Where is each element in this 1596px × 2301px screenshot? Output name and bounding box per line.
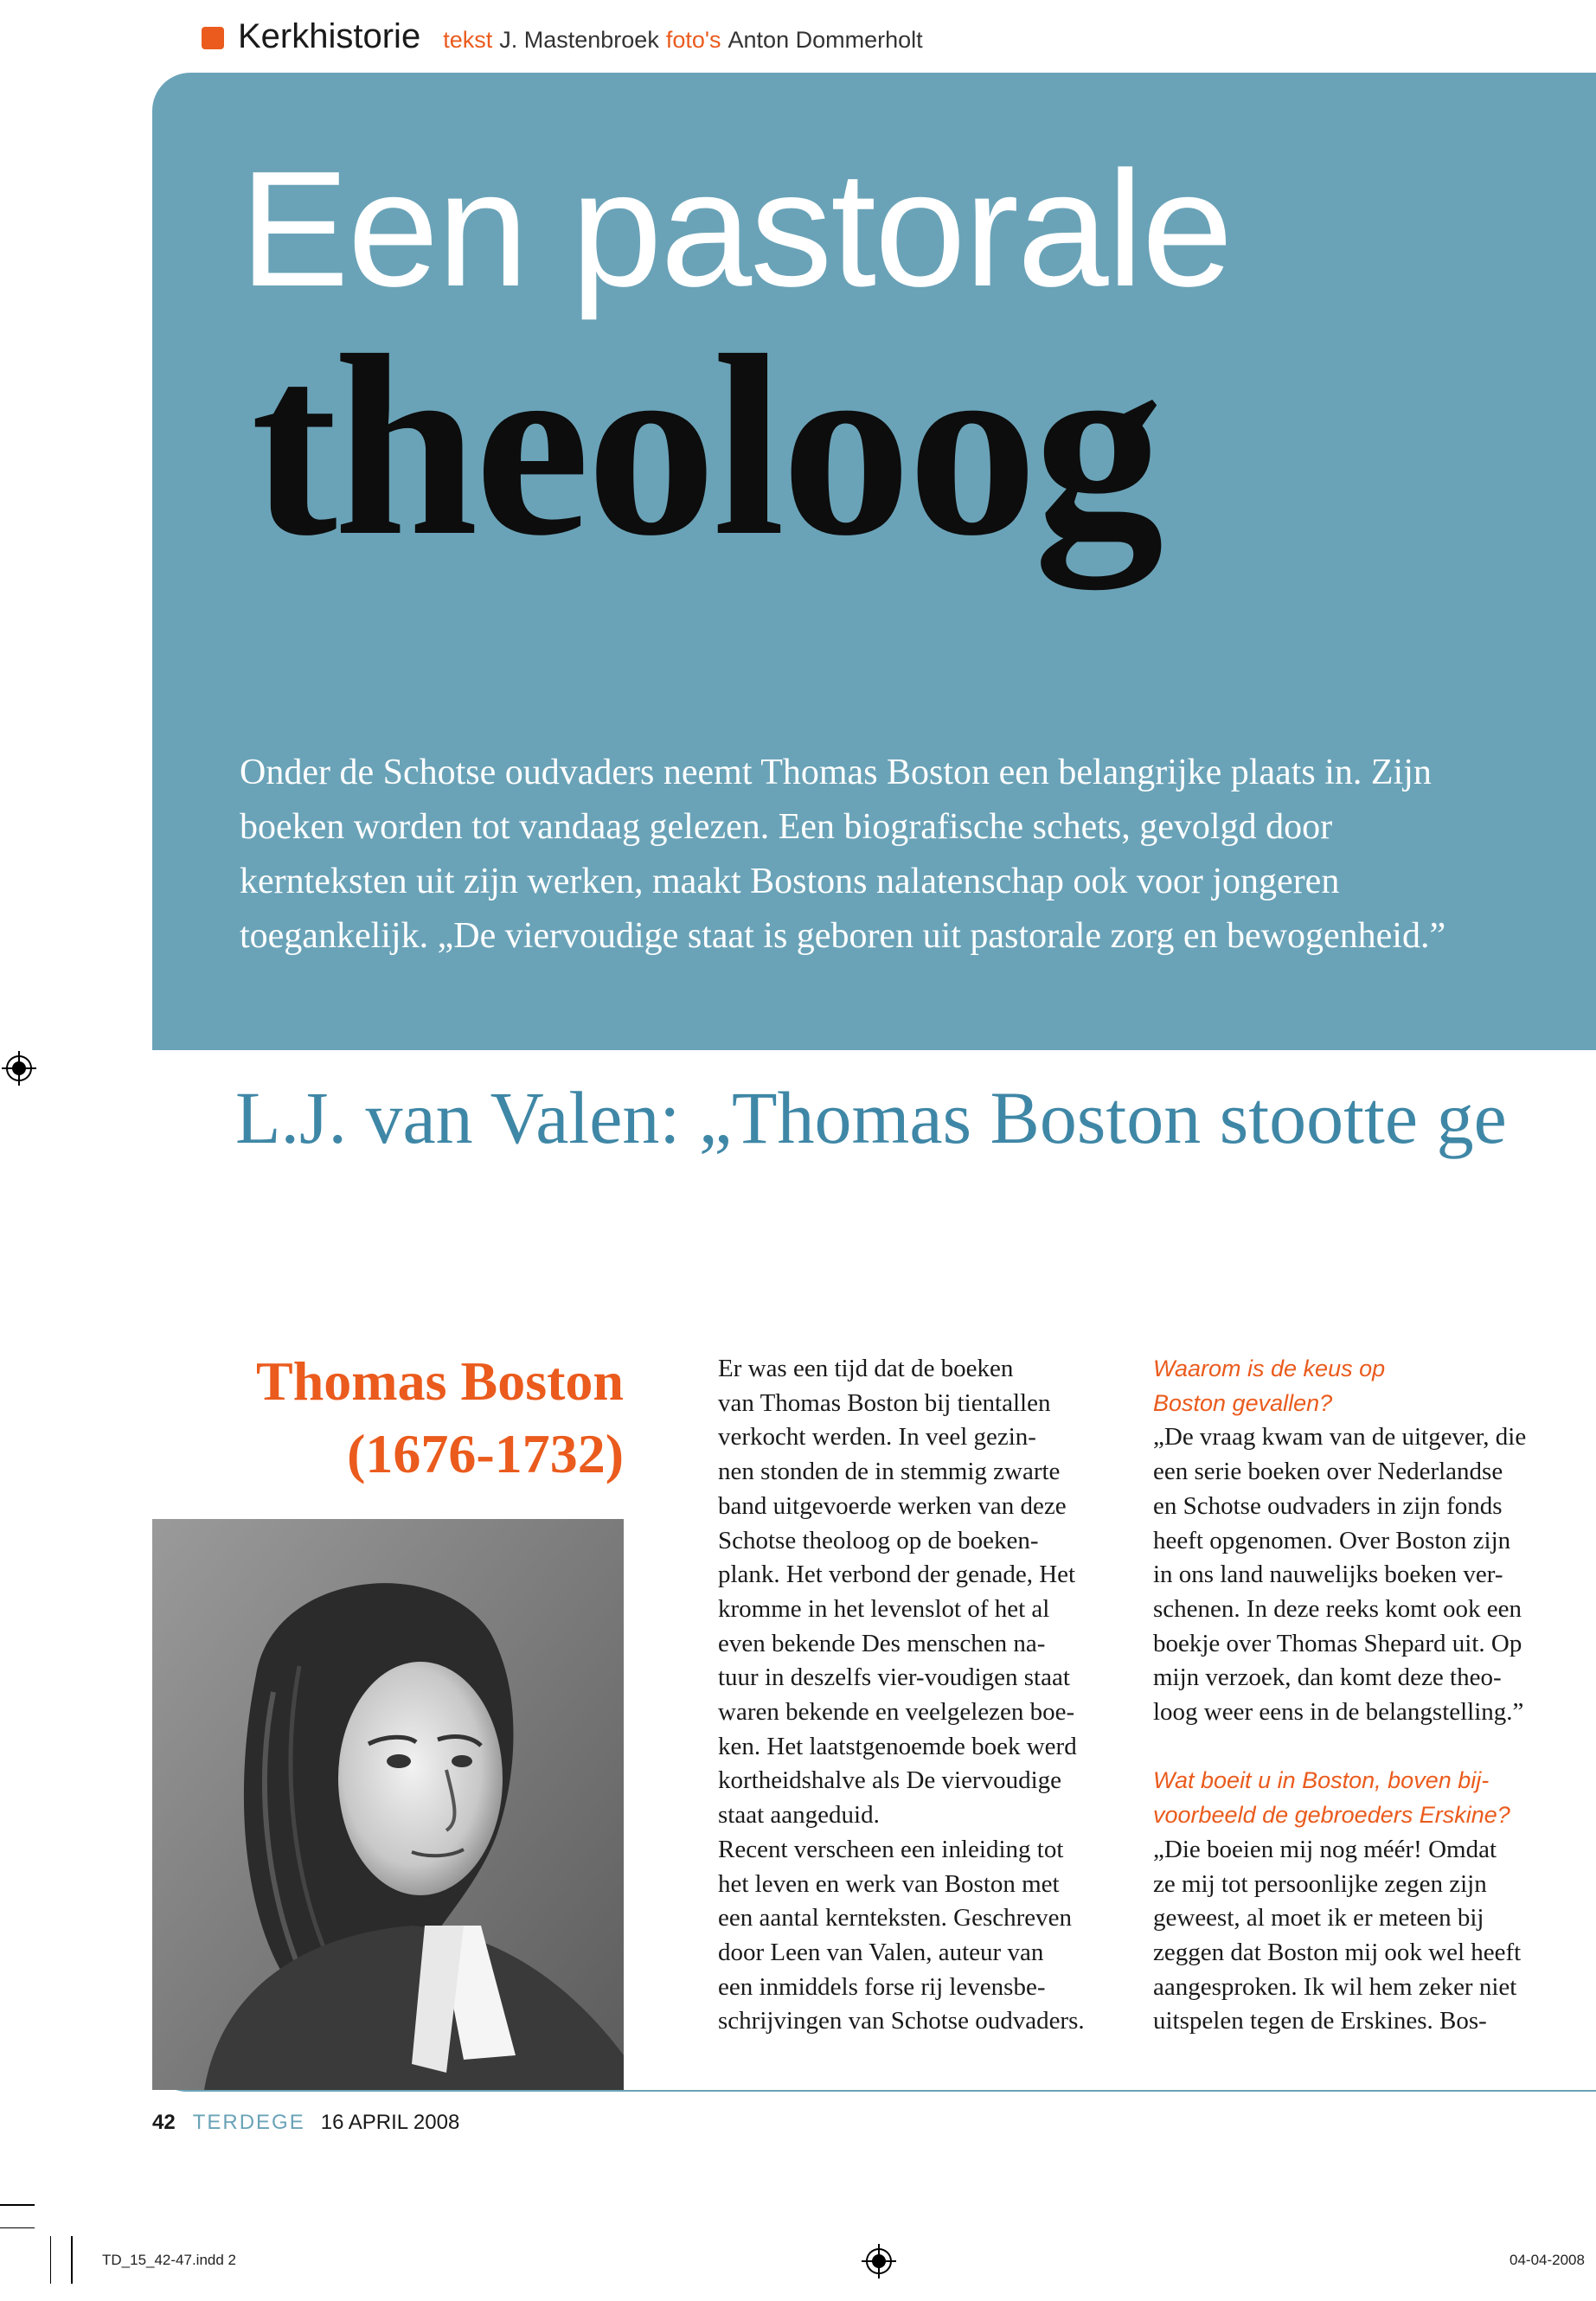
slug-date: 04-04-2008 [1509,2252,1585,2268]
answer-line: aangesproken. Ik wil hem zeker niet [1153,1972,1517,2001]
crop-mark [71,2236,73,2284]
body-line: Schotse theoloog op de boeken- [718,1526,1039,1554]
answer-line: boekje over Thomas Shepard uit. Op [1153,1629,1522,1657]
article-heading [152,1345,624,1490]
registration-mark-icon [862,2244,896,2279]
paragraph-gap [1153,1730,1568,1765]
answer-line: „De vraag kwam van de uitgever, die [1153,1423,1527,1452]
body-line: nen stonden de in stemmig zwarte [718,1458,1061,1486]
interview-question: voorbeeld de gebroeders Erskine? [1153,1802,1510,1829]
body-line: even bekende Des menschen na- [718,1629,1046,1657]
crop-mark [0,2227,35,2228]
crop-mark [0,2204,35,2206]
author-name: J. Mastenbroek [499,27,659,53]
answer-line: geweest, al moet ik er meteen bij [1153,1904,1484,1932]
intro-paragraph: Onder de Schotse oudvaders neemt Thomas Boston een belangrijke plaats in. Zijn boeken worden tot vandaag gelezen. Een biografische schets, gevolgd door kernteksten uit zijn werken, maakt Bostons nalatenschap ook voor jongeren toegankelijk. „De viervoudige staat is geboren uit pastorale zorg en bewogenheid.” [240,753,1446,956]
interview-question: Wat boeit u in Boston, boven bij- [1153,1767,1490,1794]
registration-mark-icon [2,1051,36,1086]
section-title: Kerkhistorie [238,17,421,55]
body-line: kromme in het levenslot of het al [718,1594,1050,1623]
answer-line: schenen. In deze reeks komt ook een [1153,1594,1522,1623]
answer-line: ze mij tot persoonlijke zegen zijn [1153,1869,1487,1898]
portrait-engraving [152,1519,624,2090]
photo-credit-label: foto's [665,27,721,53]
body-line: door Leen van Valen, auteur van [718,1938,1044,1966]
answer-line: heeft opgenomen. Over Boston zijn [1153,1526,1511,1554]
portrait-image [152,1519,624,2090]
photographer-name: Anton Dommerholt [727,27,923,53]
issue-date: 16 APRIL 2008 [320,2111,460,2134]
body-line: van Thomas Boston bij tientallen [718,1388,1051,1417]
heading-years: (1676-1732) [347,1423,624,1484]
body-line: plank. Het verbond der genade, Het [718,1561,1076,1589]
body-line: schrijvingen van Schotse oudvaders. [718,2007,1085,2035]
answer-line: loog weer eens in de belangstelling.” [1153,1698,1524,1727]
body-line: het leven en werk van Boston met [718,1869,1060,1898]
body-line: een aantal kernteksten. Geschreven [718,1904,1073,1932]
answer-line: uitspelen tegen de Erskines. Bos- [1153,2007,1487,2035]
magazine-name: TERDEGE [192,2111,305,2134]
body-line: Er was een tijd dat de boeken [718,1355,1014,1382]
heading-name: Thomas Boston [256,1350,624,1412]
body-line: waren bekende en veelgelezen boe- [718,1698,1075,1727]
crop-mark [50,2236,51,2284]
body-line: ken. Het laatstgenoemde boek werd [718,1732,1077,1760]
body-line: kortheidshalve als De viervoudige [718,1766,1062,1795]
body-line: verkocht werden. In veel gezin- [718,1423,1036,1452]
answer-line: en Schotse oudvaders in zijn fonds [1153,1491,1503,1520]
body-line: Recent verscheen een inleiding tot [718,1835,1064,1863]
section-marker [202,27,224,49]
title-line-2: theoloog [251,302,1161,589]
body-column-1 [718,1352,1125,2039]
body-line: band uitgevoerde werken van deze [718,1491,1067,1520]
article-header [202,17,930,61]
body-line: staat aangeduid. [718,1801,880,1830]
body-column-2 [1153,1352,1568,2039]
page-number: 42 [152,2111,176,2134]
answer-line: mijn verzoek, dan komt deze theo- [1153,1663,1502,1692]
answer-line: zeggen dat Boston mij ook wel heeft [1153,1938,1522,1966]
answer-line: „Die boeien mij nog méér! Omdat [1153,1835,1497,1863]
quote-headline: L.J. van Valen: „Thomas Boston stootte ge [235,1077,1507,1159]
interview-question: Boston gevallen? [1153,1389,1333,1416]
page-footer [152,2111,459,2135]
title-line-1: Een pastorale [240,138,1232,321]
body-line: tuur in deszelfs vier-voudigen staat [718,1663,1070,1692]
interview-question: Waarom is de keus op [1153,1356,1386,1381]
slug-filename: TD_15_42-47.indd 2 [102,2252,237,2268]
body-line: een inmiddels forse rij levensbe- [718,1972,1046,2001]
text-credit-label: tekst [443,27,493,53]
answer-line: een serie boeken over Nederlandse [1153,1458,1503,1486]
answer-line: in ons land nauwelijks boeken ver- [1153,1561,1503,1589]
